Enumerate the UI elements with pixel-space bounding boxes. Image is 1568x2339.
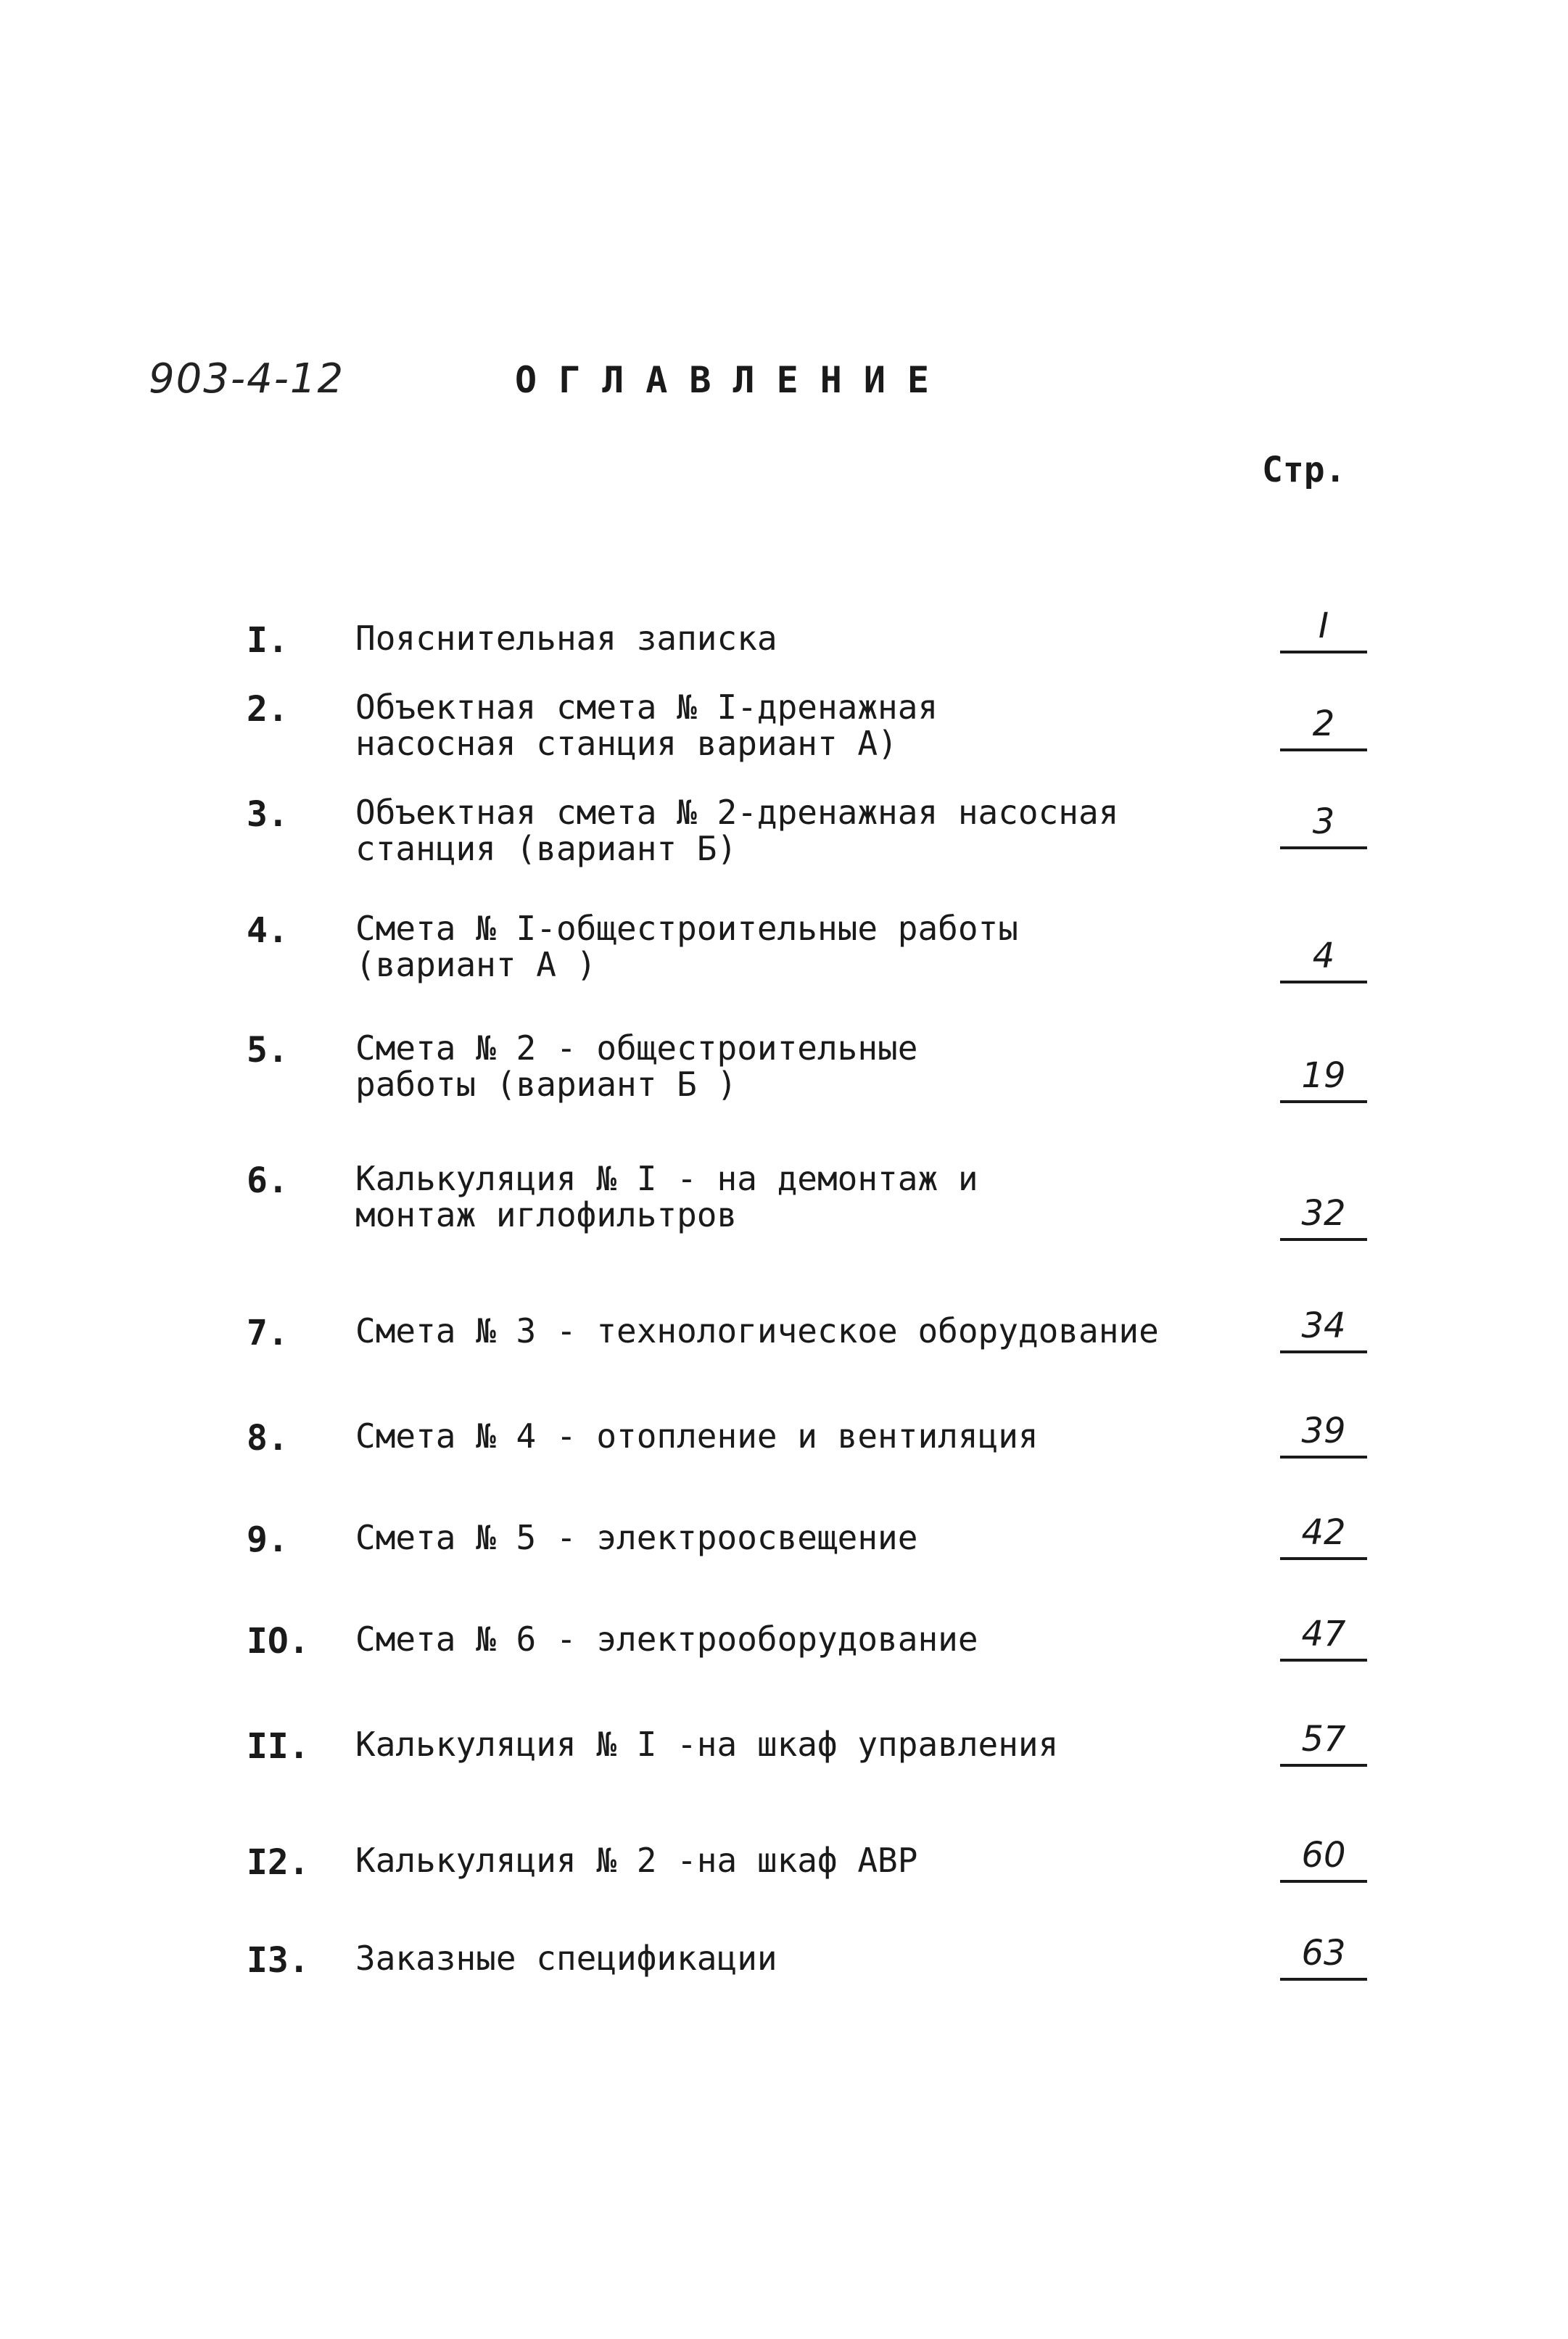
toc-item-page: 47 <box>1262 1614 1385 1662</box>
toc-item-number: 9. <box>247 1519 289 1560</box>
toc-item-number: 3. <box>247 794 289 835</box>
toc-item-title: Смета № 2 - общестроительные работы (вариант Б ) <box>355 1028 918 1104</box>
toc-item-title: Калькуляция № 2 -на шкаф АВР <box>355 1841 918 1880</box>
toc-item-number: I3. <box>247 1940 310 1981</box>
toc-item-number: 6. <box>247 1160 289 1201</box>
toc-item-page: 34 <box>1262 1305 1385 1353</box>
toc-item-number: II. <box>247 1726 310 1767</box>
toc-item-number: 5. <box>247 1030 289 1071</box>
toc-item-page: 63 <box>1262 1933 1385 1981</box>
document-title: ОГЛАВЛЕНИЕ <box>515 359 952 401</box>
document-code: 903-4-12 <box>149 355 345 403</box>
toc-item-title: Смета № 4 - отопление и вентиляция <box>355 1416 1039 1456</box>
toc-item-page: 4 <box>1262 936 1385 983</box>
toc-item-page: I <box>1262 606 1385 653</box>
toc-item-number: I. <box>247 620 289 661</box>
toc-item-page: 2 <box>1262 704 1385 751</box>
toc-item-number: 2. <box>247 689 289 730</box>
toc-item-page: 39 <box>1262 1411 1385 1459</box>
toc-item-title: Смета № 5 - электроосвещение <box>355 1518 918 1557</box>
toc-item-number: 8. <box>247 1418 289 1459</box>
toc-item-title: Смета № 6 - электрооборудование <box>355 1620 978 1659</box>
toc-item-title: Объектная смета № I-дренажная насосная станция вариант А) <box>355 688 938 763</box>
toc-item-page: 19 <box>1262 1055 1385 1103</box>
toc-item-page: 32 <box>1262 1193 1385 1241</box>
toc-item-number: 4. <box>247 910 289 951</box>
toc-item-title: Пояснительная записка <box>355 619 777 658</box>
page-column-label: Стр. <box>1262 450 1346 490</box>
toc-item-page: 60 <box>1262 1835 1385 1883</box>
toc-item-page: 3 <box>1262 801 1385 849</box>
toc-item-title: Объектная смета № 2-дренажная насосная станция (вариант Б) <box>355 793 1119 868</box>
toc-item-title: Заказные спецификации <box>355 1939 777 1978</box>
toc-item-number: 7. <box>247 1313 289 1353</box>
toc-item-page: 42 <box>1262 1512 1385 1560</box>
toc-item-number: I2. <box>247 1842 310 1883</box>
toc-item-number: IO. <box>247 1621 310 1662</box>
toc-item-title: Калькуляция № I - на демонтаж и монтаж иглофильтров <box>355 1159 978 1234</box>
toc-item-page: 57 <box>1262 1719 1385 1767</box>
toc-item-title: Калькуляция № I -на шкаф управления <box>355 1725 1059 1764</box>
toc-item-title: Смета № I-общестроительные работы (вариант А ) <box>355 909 1018 984</box>
toc-item-title: Смета № 3 - технологическое оборудование <box>355 1311 1159 1350</box>
